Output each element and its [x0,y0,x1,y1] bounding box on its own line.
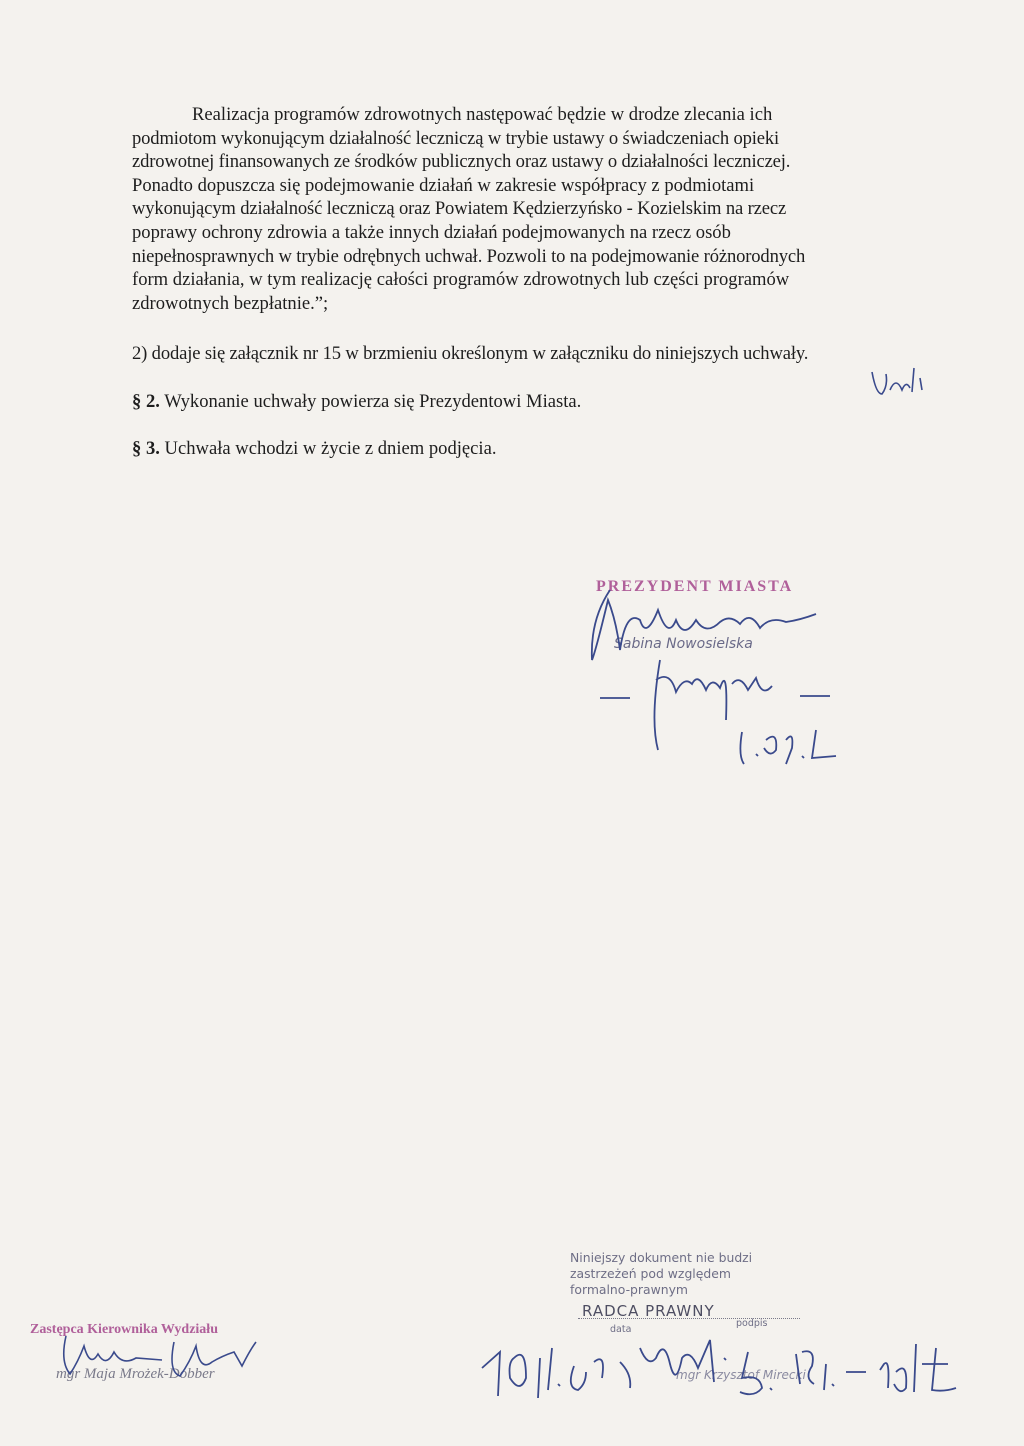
section-2 [132,390,894,414]
section-2-text: Wykonanie uchwały powierza się Prezydentowi Miasta. [159,391,582,412]
president-stamp-title: PREZYDENT MIASTA [596,578,794,595]
point-2-text: 2) dodaje się załącznik nr 15 w brzmieniu określonym w załączniku do niniejszych uchwały. [132,343,809,364]
section-3-text: Uchwała wchodzi w życie z dniem podjęcia. [159,438,497,459]
section-2-mark: § 2. [132,391,160,412]
date-label: data [610,1324,632,1335]
point-2 [132,342,894,366]
signature-label: podpis [736,1318,768,1329]
legal-note-line: zastrzeżeń pod względem [570,1266,731,1281]
legal-signature [470,1318,960,1408]
deputy-stamp-name: mgr Maja Mrożek-Dobber [56,1366,215,1382]
paragraph-line: Ponadto dopuszcza się podejmowanie działań w zakresie współpracy z podmiotami [132,174,755,196]
paragraph-line: Realizacja programów zdrowotnych następować będzie w drodze zlecania ich [192,104,773,125]
deputy-stamp-title: Zastępca Kierownika Wydziału [30,1322,218,1337]
president-signature [580,580,860,780]
paragraph-line: zdrowotnych bezpłatnie.”; [132,292,329,314]
deputy-signature [50,1332,280,1392]
section-3-mark: § 3. [132,438,160,459]
paragraph-line: niepełnosprawnych w trybie odrębnych uchwał. Pozwoli to na podejmowanie różnorodnych [132,245,806,267]
main-paragraph [132,103,894,315]
section-3 [132,437,894,461]
paragraph-line: zdrowotnej finansowanych ze środków publicznych oraz ustawy o działalności leczniczej. [132,151,791,173]
paragraph-line: form działania, w tym realizację całości programów zdrowotnych lub części programów [132,269,790,291]
paragraph-line: podmiotom wykonującym działalność leczniczą w trybie ustawy o świadczeniach opieki [132,127,780,149]
paragraph-line: wykonującym działalność leczniczą oraz Powiatem Kędzierzyńsko - Kozielskim na rzecz [132,198,787,220]
president-stamp-name: Sabina Nowosielska [614,636,753,652]
legal-note [570,1250,752,1298]
radca-prawny-title: RADCA PRAWNY [582,1302,715,1320]
paragraph-line: poprawy ochrony zdrowia a także innych działań podejmowanych na rzecz osób [132,221,731,243]
initials-signature [866,364,936,400]
legal-note-line: formalno-prawnym [570,1282,689,1297]
legal-note-line: Niniejszy dokument nie budzi [570,1250,753,1265]
radca-name: mgr Krzysztof Mirecki [676,1368,806,1382]
